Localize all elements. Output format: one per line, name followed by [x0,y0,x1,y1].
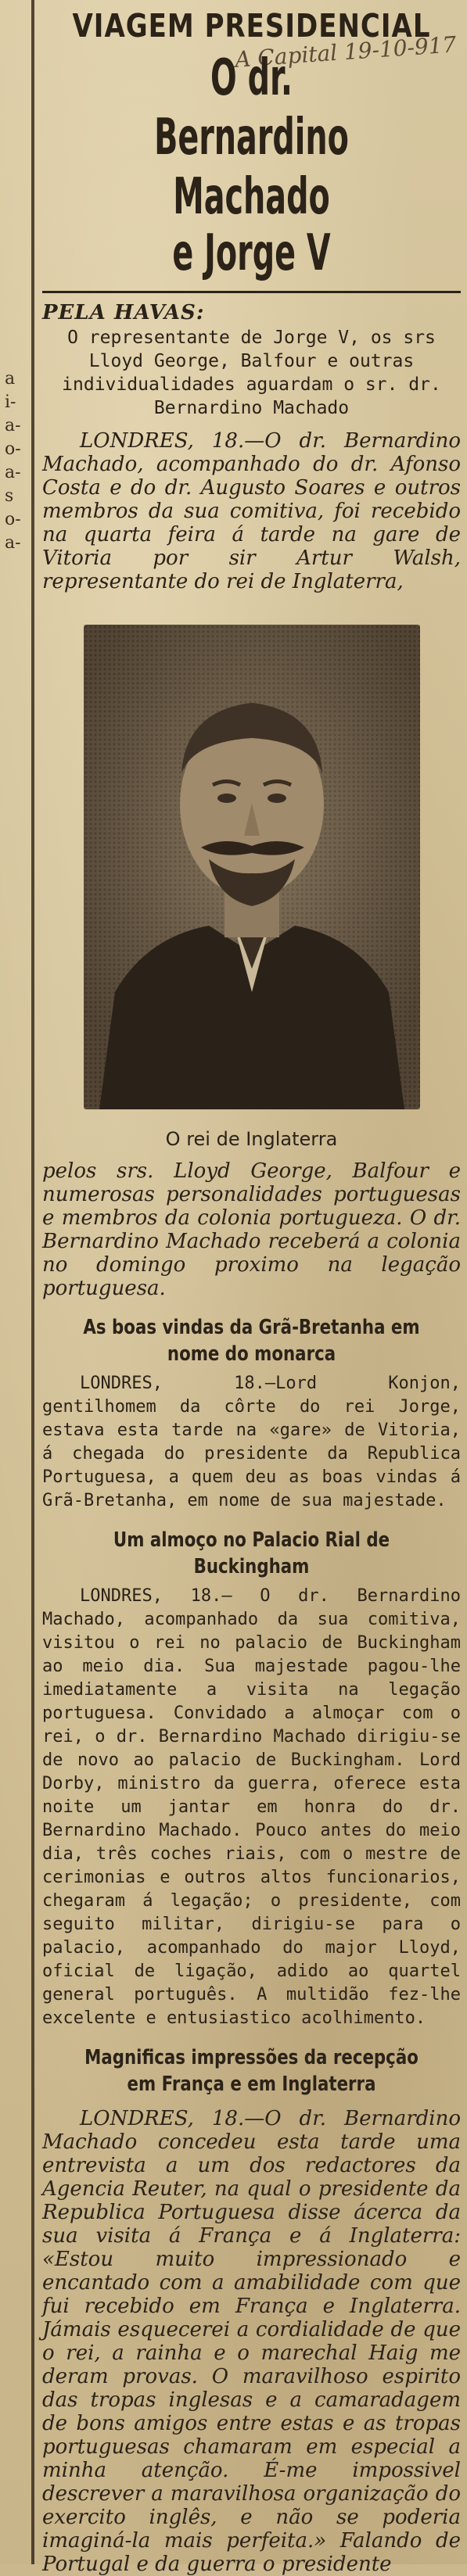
adjacent-column-fragment [5,367,28,555]
edge-letter: a- [5,416,21,435]
lead-paragraph-continued: pelos srs. Lloyd George, Balfour e numerosas personalidades portuguesas e membros da colonia portugueza. O dr. Bernardino Machado receberá a colonia no domingo proximo na legação portuguesa. [42,1159,461,1300]
edge-letter: o- [5,439,21,459]
section-paragraph: LONDRES, 18.—Lord Konjon, gentilhomem da côrte do rei Jorge, estava esta tarde na «gare» de Vitoria, á chegada do presidente da Republica Portuguesa, a quem deu as boas vindas á Grã-Bretanha, em nome de sua majestade. [42,1374,461,1510]
column-rule [31,0,34,2564]
news-source: PELA HAVAS: [42,301,205,324]
edge-letter: a- [5,533,21,553]
section-kicker: VIAGEM PRESIDENCIAL [72,8,431,45]
edge-letter: a [5,369,16,389]
photo-caption: O rei de Inglaterra [165,1128,338,1150]
section-paragraph: LONDRES, 18.—O dr. Bernardino Machado concedeu esta tarde uma entrevista a um dos redactores da Agencia Reuter, na qual o presidente da Republica Portuguesa disse ácerca da sua visita á França e á Inglaterra: «Estou muito impressionado e encantado com a amabilidade com que fui recebido em França e Inglaterra. Jámais esquecerei a cordialidade de que o rei, a rainha e o marechal Haig me deram provas. O maravilhoso espirito das tropas inglesas e a camaradagem de bons amigos entre estas e as tropas portuguesas chamaram em especial a minha atenção. É-me impossivel descrever a maravilhosa organização do exercito inglês, e não se poderia imaginá-la mais perfeita.» Falando de Portugal e da guerra o presidente [42,2107,461,2576]
divider [42,291,461,293]
edge-letter: a- [5,463,21,482]
section-title: Um almoço no Palacio Rial de Buckingham [113,1528,390,1578]
headline-second-line: e Jorge V [172,224,331,282]
edge-letter: i- [5,392,16,412]
section-paragraph: LONDRES, 18.— O dr. Bernardino Machado, acompanhado da sua comitiva, visitou o rei no palacio de Buckingham ao meio dia. Sua majestade pagou-lhe imediatamente a visita na legação portuguesa. Convidado a almoçar com o rei, o dr. Bernardino Machado dirigiu-se de novo ao palacio de Buckingham. Lord Dorby, ministro da guerra, oferece esta noite um jantar em honra do dr. Bernardino Machado. Pouco antes do meio dia, três coches riais, com o mestre de cerimonias e outros altos funcionarios, chegaram á legação; o presidente, com seguito militar, dirigiu-se para o palacio, acompanhado do major Lloyd, oficial de ligação, adido ao quartel general português. A multidão fez-lhe excelente e entusiastico acolhimento. [42,1586,461,2028]
king-portrait-image [84,625,420,1109]
edge-letter: s [5,486,14,506]
article-column [42,0,461,2576]
article-deck: O representante de Jorge V, os srs Lloyd George, Balfour e outras individualidades aguardam o sr. dr. Bernardino Machado [62,328,441,418]
headline: O dr. Bernardino Machado [154,49,349,226]
section-title: As boas vindas da Grã-Bretanha em nome do monarca [83,1316,420,1366]
edge-letter: o- [5,510,21,529]
handwritten-date-note: A Capital 19-10-917 [234,31,458,73]
portrait-engraving [84,625,420,1109]
lead-paragraph: LONDRES, 18.—O dr. Bernardino Machado, acompanhado do dr. Afonso Costa e do dr. Augusto Soares e outros membros da sua comitiva, foi recebido na quarta feira á tarde na gare de Vitoria por sir Artur Walsh, representante do rei de Inglaterra, [42,429,461,593]
section-title: Magnificas impressões da recepção em França e em Inglaterra [84,2046,419,2096]
